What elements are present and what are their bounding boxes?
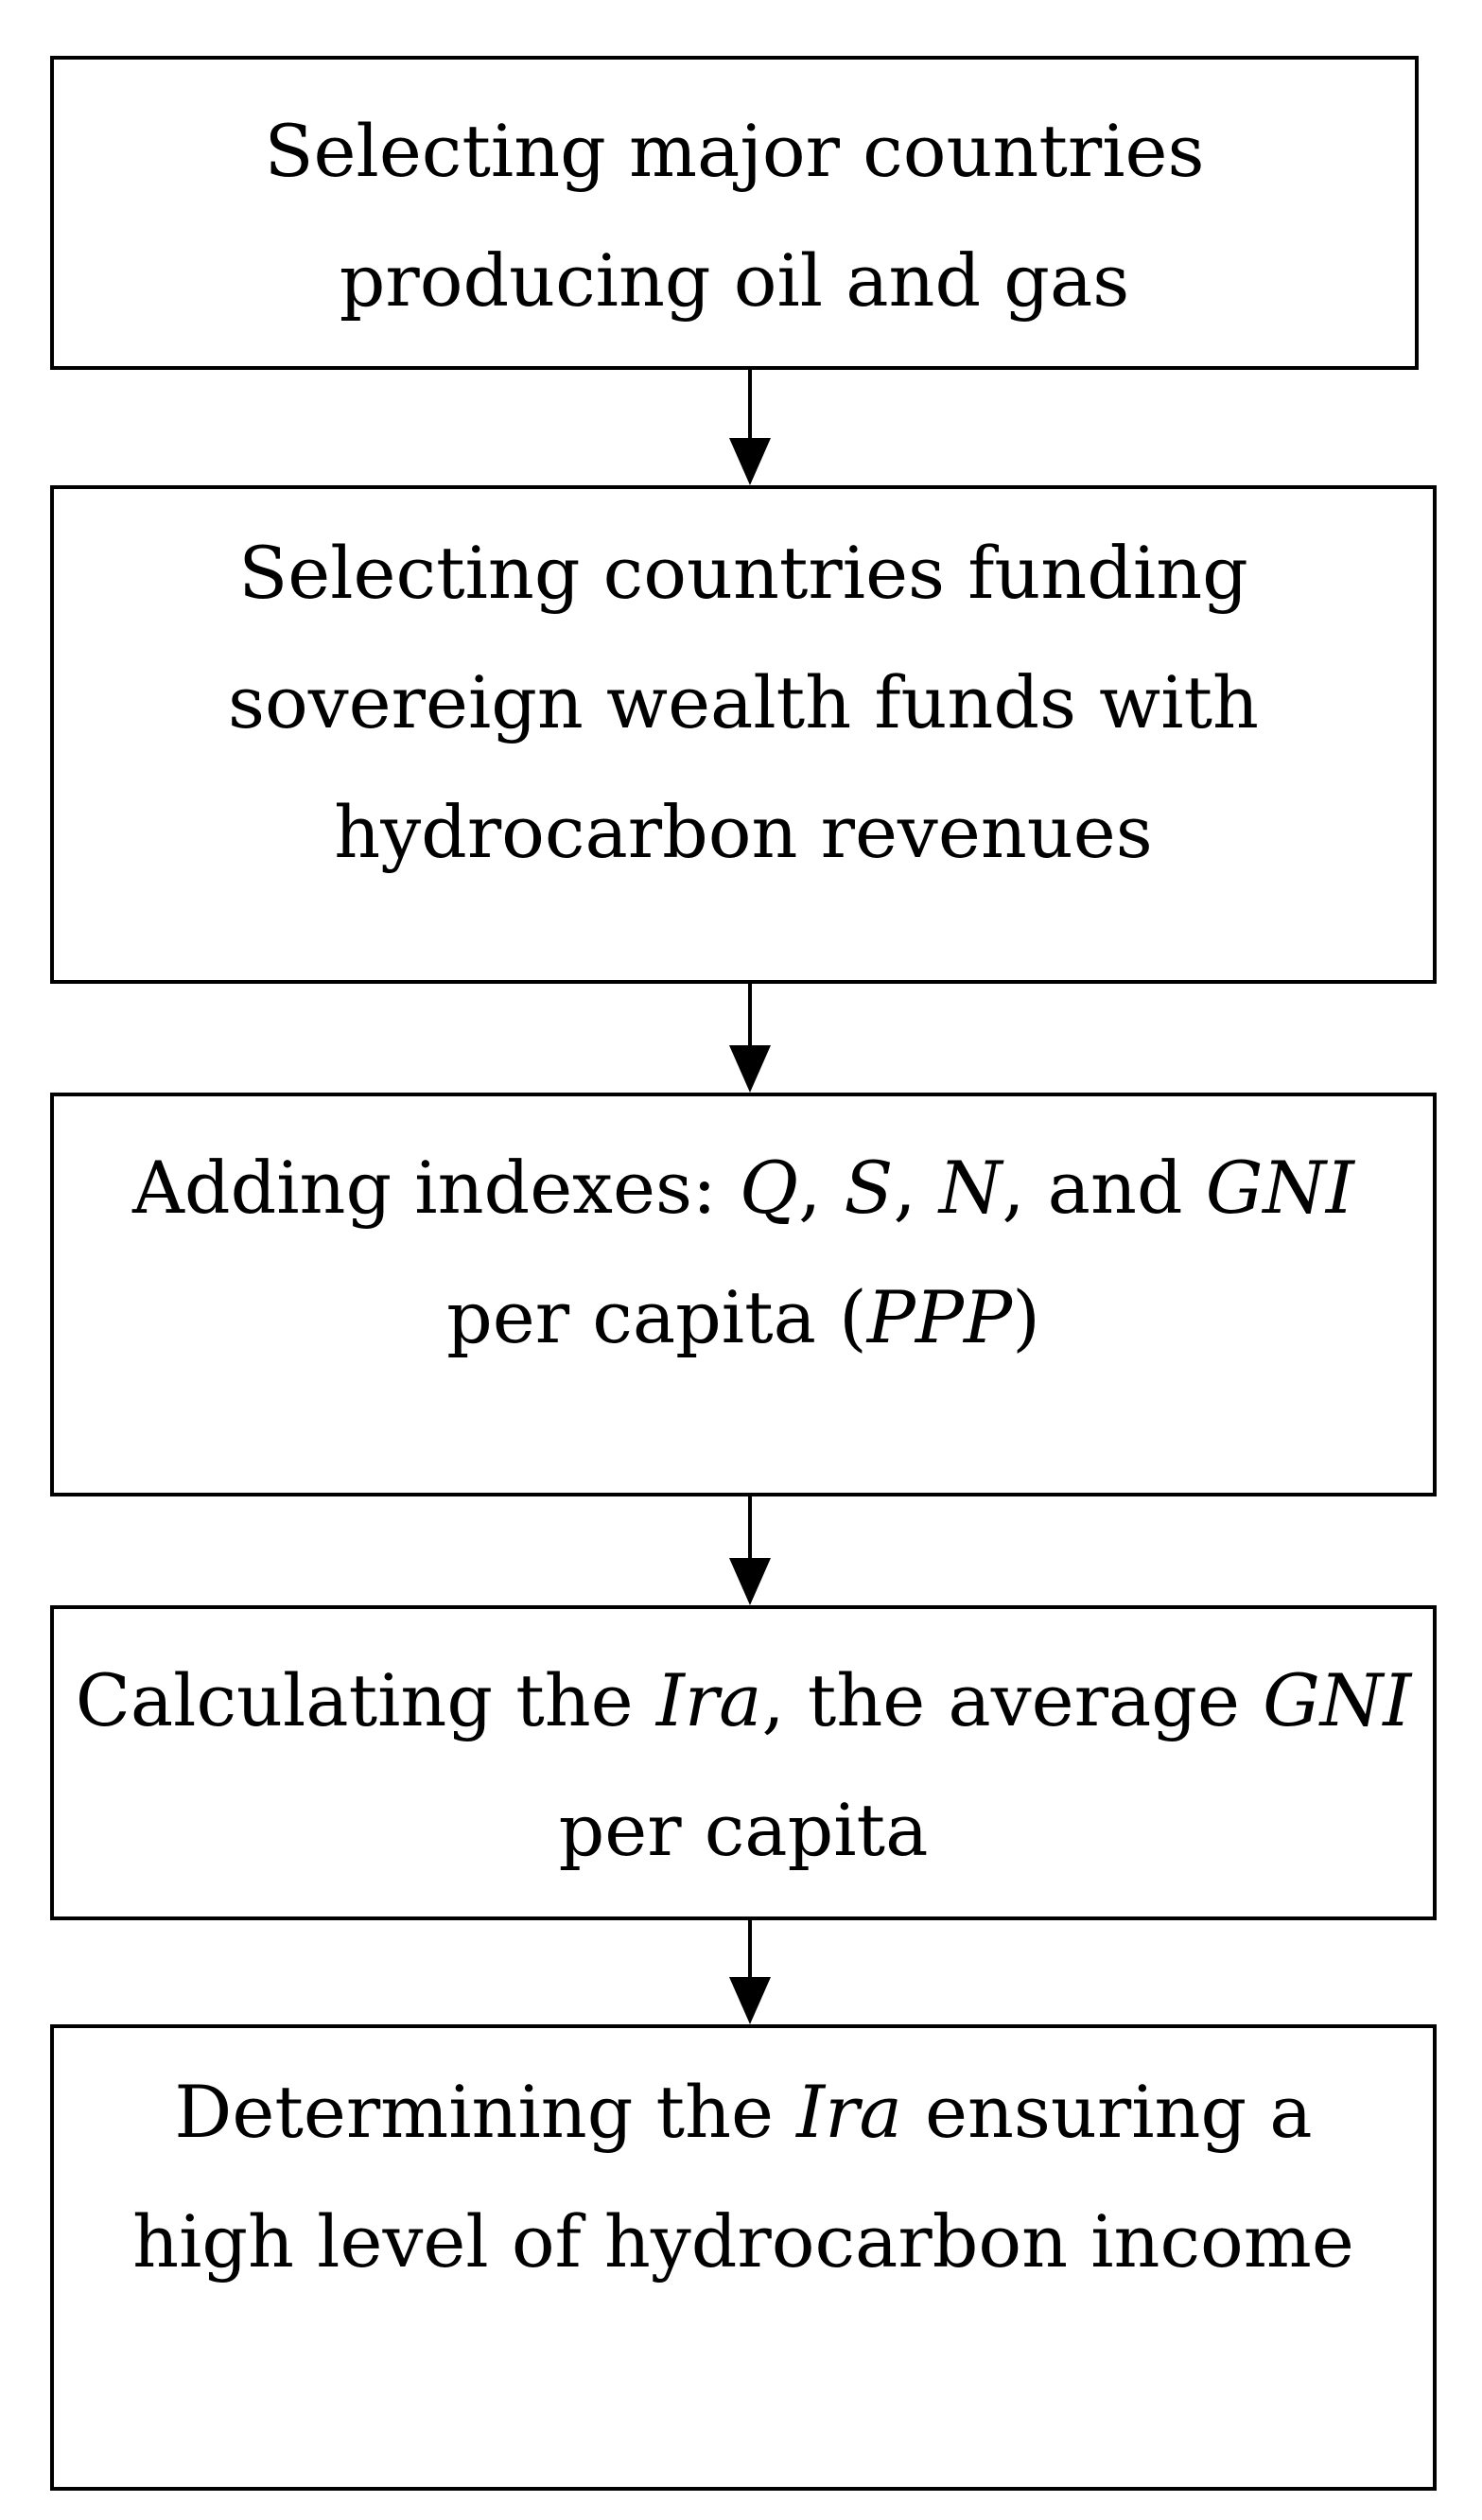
text-run: high level of hydrocarbon income (132, 2199, 1354, 2284)
text-run: Selecting countries funding (238, 531, 1248, 615)
step-text-line (54, 2177, 1433, 2306)
step-text-line (54, 2047, 1433, 2177)
step-text-line (54, 1123, 1433, 1252)
text-run: , the average (761, 1658, 1264, 1742)
italic-term: Ira (796, 2070, 902, 2154)
italic-term: N (938, 1146, 1003, 1230)
step-text-line (54, 216, 1415, 345)
step-text-line (54, 508, 1433, 638)
flow-step-4-text (54, 1636, 1433, 1895)
flow-step-5-text (54, 2047, 1433, 2306)
flow-step-3-text (54, 1123, 1433, 1382)
text-run: Calculating the (75, 1658, 656, 1742)
text-run: ) (1012, 1275, 1040, 1359)
italic-term: GNI (1205, 1146, 1354, 1230)
text-run: , (798, 1146, 845, 1230)
text-run: producing oil and gas (339, 238, 1130, 323)
flow-step-1 (50, 56, 1419, 370)
step-text-line (54, 1252, 1433, 1382)
step-text-line (54, 1765, 1433, 1895)
arrow-2-to-3 (729, 984, 771, 1093)
text-run: , (893, 1146, 939, 1230)
step-text-line (54, 1636, 1433, 1765)
step-text-line (54, 767, 1433, 897)
text-run: , and (1002, 1146, 1206, 1230)
step-text-line (54, 638, 1433, 767)
arrow-3-to-4 (729, 1496, 771, 1605)
text-run: Selecting major countries (264, 109, 1205, 193)
italic-term: PPP (866, 1275, 1013, 1359)
text-run: per capita ( (446, 1275, 867, 1359)
flow-step-2-text (54, 508, 1433, 897)
italic-term: GNI (1263, 1658, 1412, 1742)
flow-step-5 (50, 2024, 1437, 2491)
text-run: per capita (558, 1788, 929, 1872)
flow-step-2 (50, 485, 1437, 984)
flow-step-3 (50, 1093, 1437, 1496)
flow-step-4 (50, 1605, 1437, 1920)
italic-term: S (844, 1146, 894, 1230)
arrow-4-to-5 (729, 1920, 771, 2024)
text-run: hydrocarbon revenues (334, 790, 1153, 874)
italic-term: Q (739, 1146, 799, 1230)
text-run: Adding indexes: (132, 1146, 740, 1230)
text-run: sovereign wealth funds with (227, 660, 1259, 744)
text-run: Determining the (174, 2070, 797, 2154)
flow-step-1-text (54, 86, 1415, 345)
arrow-1-to-2 (729, 370, 771, 485)
text-run: ensuring a (901, 2070, 1313, 2154)
step-text-line (54, 86, 1415, 216)
italic-term: Ira (655, 1658, 762, 1742)
